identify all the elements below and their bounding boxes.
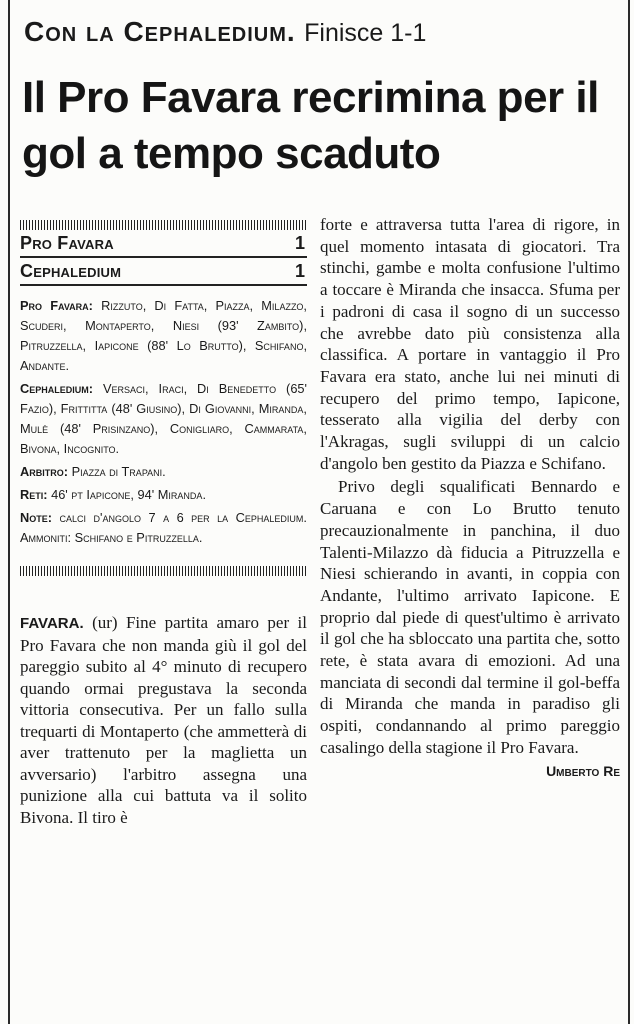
match-sheet xyxy=(20,296,307,548)
roster-text: 46' pt Iapicone, 94' Miranda. xyxy=(51,487,206,502)
kicker xyxy=(24,16,426,48)
roster-away xyxy=(20,379,307,459)
roster-label: Arbitro: xyxy=(20,464,69,479)
roster-label: Pro Favara: xyxy=(20,298,93,313)
roster-goals xyxy=(20,485,307,505)
article-paragraph: Privo degli squalificati Bennardo e Caruana e con Lo Brutto tenuto precauzionalmente in panchina, il duo Talenti-Milazzo dà fiducia a Pitruzzella e Niesi schierando in avanti, in coppia con Andante, l'ultimo arrivato Iapicone. E proprio dal piede di quest'ultimo è arrivato il gol che ha sbloccato una partita che, sotto rete, è stata avara di emozioni. Ad una manciata di secondi dal termine il gol-beffa di Miranda che manda in paradiso gli ospiti, condannando al primo pareggio casalingo della stagione il Pro Favara. xyxy=(320,477,620,757)
article-body-left xyxy=(20,612,307,828)
column-rule-right xyxy=(628,0,630,1024)
kicker-section: Con la Cephaledium. xyxy=(24,16,296,47)
roster-home xyxy=(20,296,307,376)
roster-text: Piazza di Trapani. xyxy=(71,464,166,479)
roster-label: Note: xyxy=(20,510,53,525)
roster-label: Cephaledium: xyxy=(20,381,94,396)
roster-referee xyxy=(20,462,307,482)
roster-notes xyxy=(20,508,307,548)
team-goals: 1 xyxy=(294,233,305,253)
team-goals: 1 xyxy=(294,261,305,281)
hatched-divider-top xyxy=(20,220,307,230)
roster-text: Rizzuto, Di Fatta, Piazza, Milazzo, Scuderi, Montaperto, Niesi (93' Zambito), Pitruzzella, Iapicone (88' Lo Brutto), Schifano, Andante. xyxy=(20,298,307,373)
right-column xyxy=(320,214,620,782)
article-paragraph: forte e attraversa tutta l'area di rigore, in quel momento intasata di giocatori. Tra stinchi, gambe e molta confusione l'ultimo a toccare è Miranda che insacca. Sfuma per i padroni di casa il sogno di un successo che avrebbe dato più consistenza alla classifica. A portare in vantaggio il Pro Favara era stato, anche lui nei minuti di recupero del primo tempo, Iapicone, tesserato alla vigilia del derby con l'Akragas, sugli sviluppi di un calcio d'angolo ben gestito da Piazza e Schifano. xyxy=(320,215,620,473)
roster-text: Versaci, Iraci, Di Benedetto (65' Fazio), Frittitta (48' Giusino), Di Giovanni, Miranda, Mulè (48' Prisinzano), Conigliaro, Cammarata, Bivona, Incognito. xyxy=(20,381,307,456)
byline: Umberto Re xyxy=(546,762,620,779)
roster-label: Reti: xyxy=(20,487,48,502)
column-rule-left xyxy=(8,0,10,1024)
headline: Il Pro Favara recrimina per il gol a tempo scaduto xyxy=(22,73,599,178)
score-row-away xyxy=(20,258,307,286)
score-row-home xyxy=(20,230,307,258)
left-column xyxy=(20,220,307,828)
article-text-left: (ur) Fine partita amaro per il Pro Favara che non manda giù il gol del pareggio subito al 4° minuto di recupero quando ormai pregustava la seconda vittoria consecutiva. Per un fallo sulla trequarti di Montaperto (che ammetterà di aver trattenuto per la maglietta un avversario) l'arbitro assegna una punizione alla cui battuta va il solito Bivona. Il tiro è xyxy=(20,613,307,827)
team-name: Cephaledium xyxy=(20,261,122,281)
roster-text: calci d'angolo 7 a 6 per la Cephaledium. Ammoniti: Schifano e Pitruzzella. xyxy=(20,510,307,545)
team-name: Pro Favara xyxy=(20,233,114,253)
kicker-result: Finisce 1-1 xyxy=(304,19,427,47)
dateline: FAVARA. xyxy=(20,615,84,632)
hatched-divider-bottom xyxy=(20,566,307,576)
